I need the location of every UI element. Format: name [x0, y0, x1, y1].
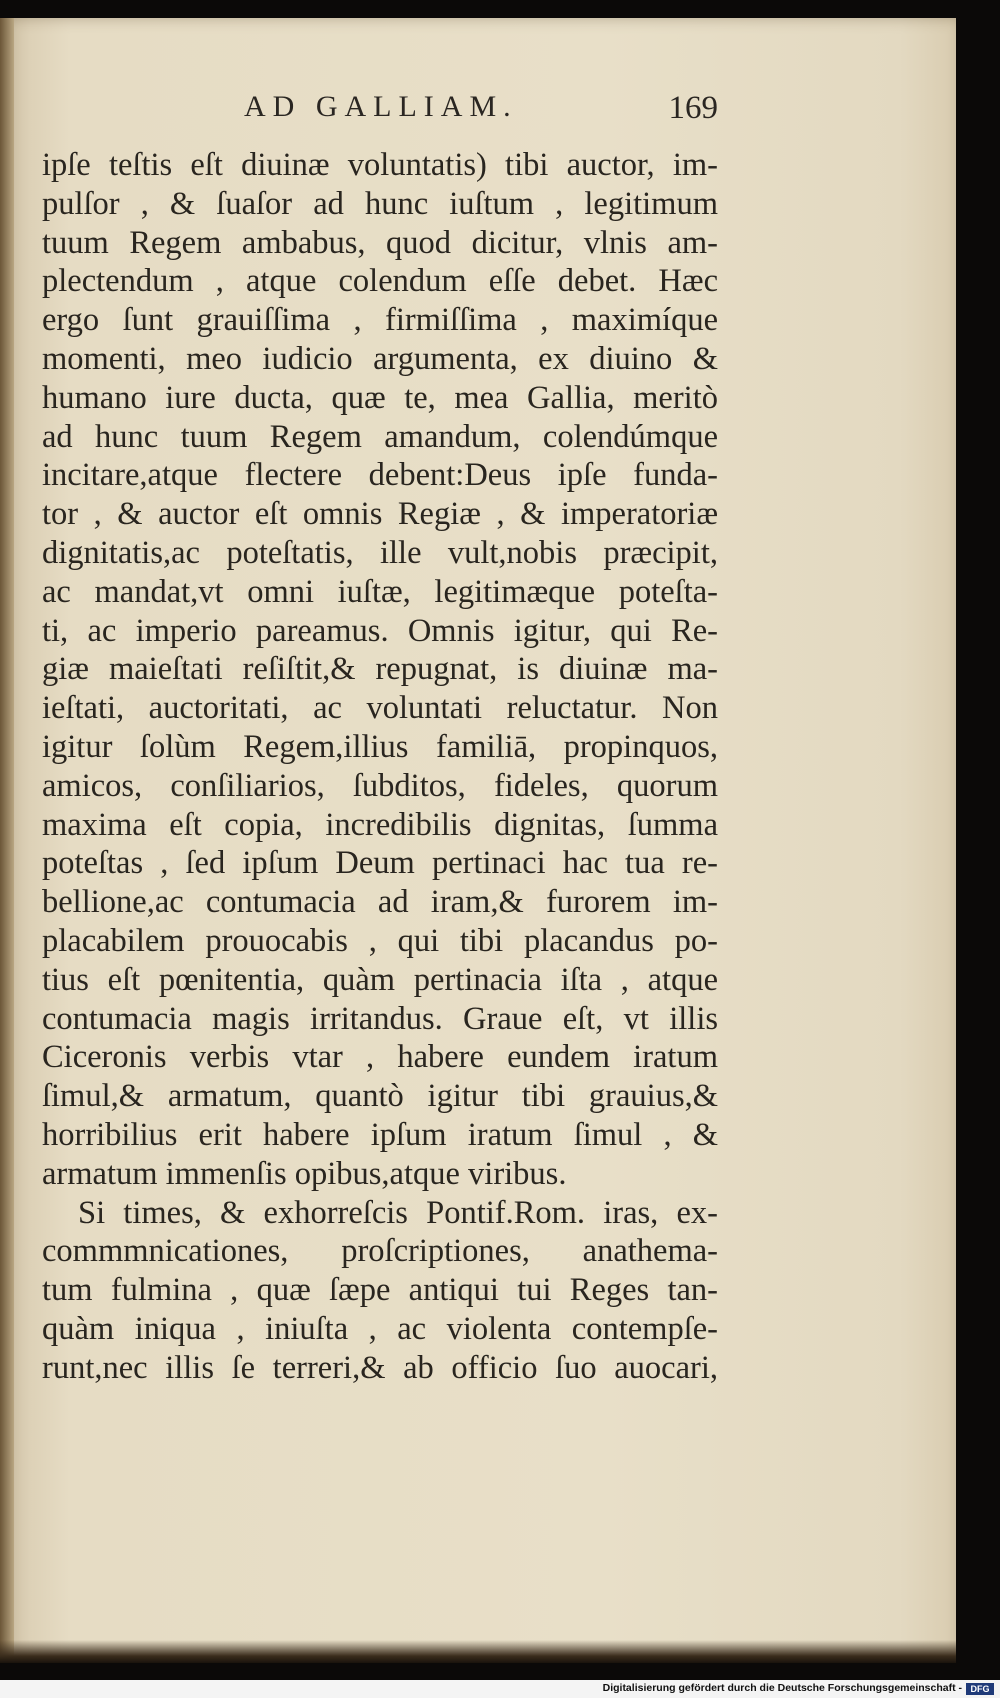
text-line: poteſtas , ſed ipſum Deum pertinaci hac tua re-	[42, 845, 718, 882]
text-line: igitur ſolùm Regem,illius familiā, propinquos,	[42, 728, 718, 765]
text-line: ti, ac imperio pareamus. Omnis igitur, qui Re-	[42, 612, 718, 649]
funding-credit: Digitalisierung gefördert durch die Deutsche Forschungsgemeinschaft -	[602, 1682, 962, 1694]
text-line: incitare,atque flectere debent:Deus ipſe funda-	[42, 457, 718, 494]
text-line: maxima eſt copia, incredibilis dignitas, ſumma	[42, 806, 718, 843]
text-line: Ciceronis verbis vtar , habere eundem iratum	[42, 1039, 718, 1076]
text-line: plectendum , atque colendum eſſe debet. Hæc	[42, 263, 718, 300]
text-line-paragraph-start: Si times, & exhorreſcis Pontif.Rom. iras, ex-	[78, 1194, 718, 1231]
page-bottom-edge	[0, 1640, 956, 1663]
text-line: ſimul,& armatum, quantò igitur tibi grauius,&	[42, 1078, 718, 1115]
text-line-paragraph-end: armatum immenſis opibus,atque viribus.	[42, 1155, 567, 1192]
digitization-footer	[0, 1680, 1000, 1698]
running-head	[44, 90, 718, 140]
text-line: ad hunc tuum Regem amandum, colendúmque	[42, 418, 718, 455]
page-gutter-shadow	[0, 18, 14, 1663]
text-line: contumacia magis irritandus. Graue eſt, vt illis	[42, 1000, 718, 1037]
text-line: humano iure ducta, quæ te, mea Gallia, meritò	[42, 379, 718, 416]
text-line: bellione,ac contumacia ad iram,& furorem im-	[42, 884, 718, 921]
text-line: placabilem prouocabis , qui tibi placandus po-	[42, 922, 718, 959]
text-line: momenti, meo iudicio argumenta, ex diuino &	[42, 340, 718, 377]
text-line: ac mandat,vt omni iuſtæ, legitimæque poteſta-	[42, 573, 718, 610]
text-line: tum fulmina , quæ ſæpe antiqui tui Reges tan-	[42, 1272, 718, 1309]
text-line: tor , & auctor eſt omnis Regiæ , & imperatoriæ	[42, 496, 718, 533]
text-line: dignitatis,ac poteſtatis, ille vult,nobis præcipit,	[42, 534, 718, 571]
running-title: AD GALLIAM.	[244, 90, 518, 123]
text-line: tuum Regem ambabus, quod dicitur, vlnis am-	[42, 224, 718, 261]
text-line: giæ maieſtati reſiſtit,& repugnat, is diuinæ ma-	[42, 651, 718, 688]
text-line: amicos, conſiliarios, ſubditos, fideles, quorum	[42, 767, 718, 804]
text-line: pulſor , & ſuaſor ad hunc iuſtum , legitimum	[42, 185, 718, 222]
text-line: commmnicationes, proſcriptiones, anathema-	[42, 1233, 718, 1270]
text-line: tius eſt pœnitentia, quàm pertinacia iſta , atque	[42, 961, 718, 998]
text-line: ieſtati, auctoritati, ac voluntati reluctatur. Non	[42, 690, 718, 727]
text-line: quàm iniqua , iniuſta , ac violenta contempſe-	[42, 1310, 718, 1347]
text-line: ipſe teſtis eſt diuinæ voluntatis) tibi auctor, im-	[42, 147, 718, 183]
body-text	[42, 146, 718, 1388]
text-line: horribilius erit habere ipſum iratum ſimul , &	[42, 1116, 718, 1153]
text-line: runt,nec illis ſe terreri,& ab officio ſuo auocari,	[42, 1349, 718, 1386]
dfg-logo: DFG	[966, 1683, 994, 1695]
text-line: ergo ſunt grauiſſima , firmiſſima , maximíque	[42, 302, 718, 339]
page-number: 169	[668, 90, 718, 126]
